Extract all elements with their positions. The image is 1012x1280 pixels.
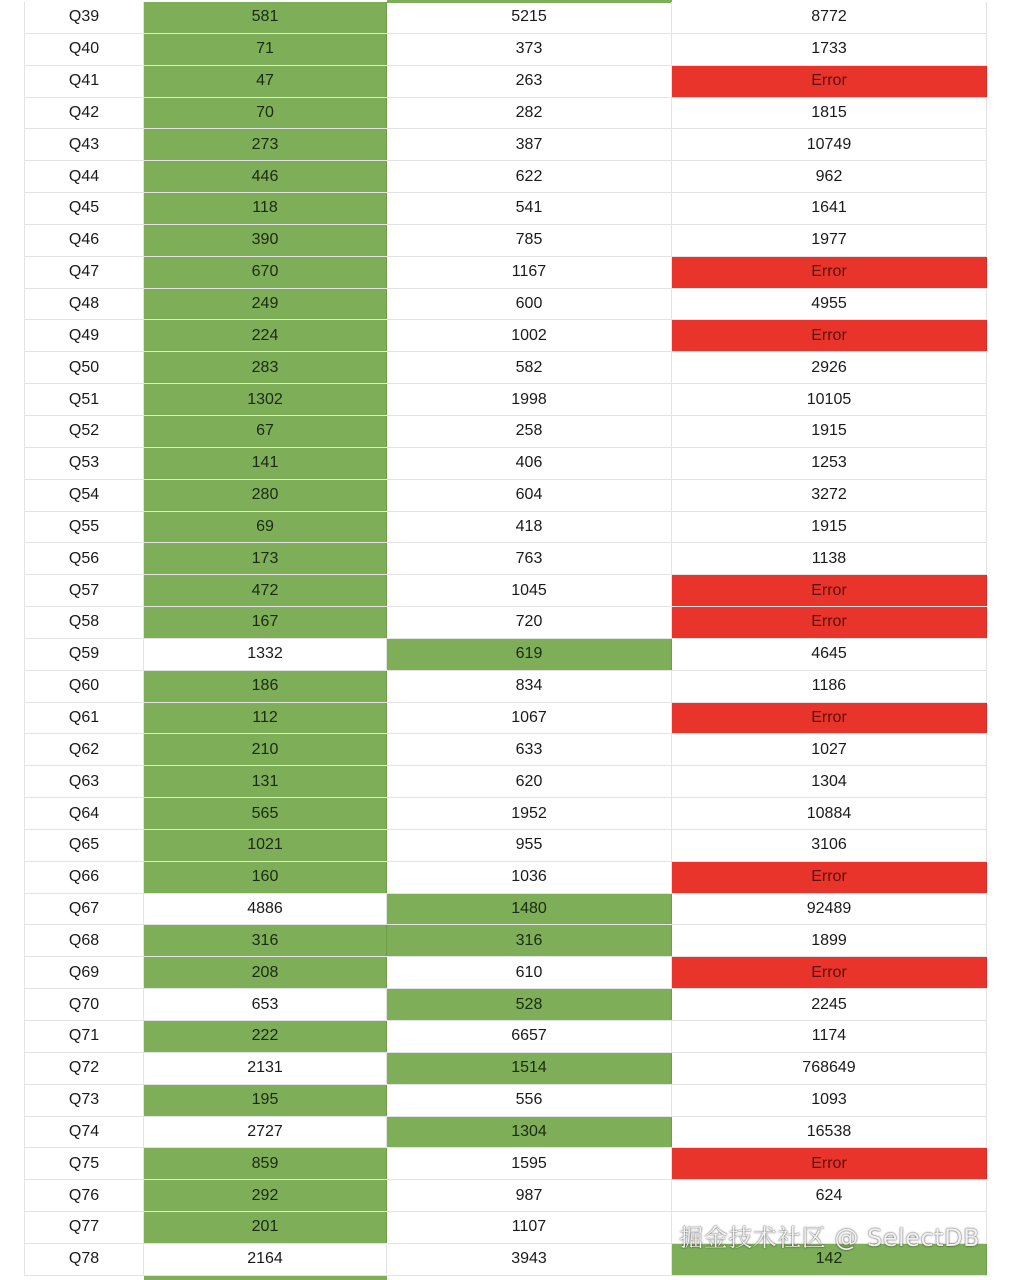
value-cell-col1[interactable]: 208 [144,957,387,988]
value-cell-col2[interactable]: 1067 [387,703,672,734]
value-cell-col3[interactable]: 1253 [672,448,987,479]
table-row [24,639,987,671]
query-id-cell[interactable]: Q55 [24,512,144,543]
value-cell-col2[interactable]: 541 [387,193,672,224]
table-row [24,320,987,352]
value-cell-col3[interactable]: Error [672,1148,987,1179]
value-cell-col1[interactable]: 2164 [144,1244,387,1275]
value-cell-col3[interactable]: Error [672,957,987,988]
value-cell-col2[interactable]: 3943 [387,1244,672,1275]
value-cell-col3[interactable]: 1027 [672,734,987,765]
table-row [24,894,987,926]
value-cell-col1[interactable]: 2131 [144,1053,387,1084]
query-id-cell[interactable]: Q52 [24,416,144,447]
table-row [24,1021,987,1053]
value-cell-col3[interactable]: 1138 [672,543,987,574]
query-id-cell[interactable]: Q39 [24,2,144,33]
value-cell-col2[interactable]: 5215 [387,2,672,33]
value-cell-col3[interactable]: 624 [672,1180,987,1211]
query-id-cell[interactable]: Q73 [24,1085,144,1116]
value-cell-col2[interactable]: 556 [387,1085,672,1116]
value-cell-col1[interactable]: 316 [144,925,387,956]
value-cell-col3[interactable]: 1915 [672,512,987,543]
table-row [24,161,987,193]
value-cell-col1[interactable]: 47 [144,66,387,97]
value-cell-col1[interactable]: 273 [144,129,387,160]
value-cell-col3[interactable]: Error [672,257,987,288]
value-cell-col2[interactable]: 1304 [387,1117,672,1148]
value-cell-col1[interactable]: 565 [144,798,387,829]
value-cell-col3[interactable]: Error [672,320,987,351]
value-cell-col3[interactable]: 1641 [672,193,987,224]
value-cell-col2[interactable]: 282 [387,98,672,129]
query-id-cell[interactable]: Q67 [24,894,144,925]
value-cell-col3[interactable]: 10749 [672,129,987,160]
table-row [24,575,987,607]
query-id-cell[interactable]: Q68 [24,925,144,956]
value-cell-col3[interactable]: 3272 [672,480,987,511]
query-id-cell[interactable]: Q46 [24,225,144,256]
value-cell-col2[interactable]: 528 [387,989,672,1020]
table-row [24,193,987,225]
value-cell-col3[interactable]: 962 [672,161,987,192]
table-row [24,1085,987,1117]
value-cell-col1[interactable]: 195 [144,1085,387,1116]
value-cell-col3[interactable]: Error [672,66,987,97]
table-row [24,734,987,766]
table-row [24,543,987,575]
query-id-cell[interactable]: Q48 [24,289,144,320]
query-id-cell[interactable]: Q64 [24,798,144,829]
query-id-cell[interactable]: Q54 [24,480,144,511]
value-cell-col2[interactable]: 1998 [387,384,672,415]
table-row [24,1180,987,1212]
table-row [24,34,987,66]
value-cell-col2[interactable]: 622 [387,161,672,192]
value-cell-col3[interactable]: 2926 [672,352,987,383]
value-cell-col2[interactable]: 582 [387,352,672,383]
value-cell-col2[interactable]: 1167 [387,257,672,288]
value-cell-col2[interactable]: 955 [387,830,672,861]
value-cell-col2[interactable]: 610 [387,957,672,988]
table-row [24,1148,987,1180]
table-row [24,798,987,830]
value-cell-col2[interactable]: 6657 [387,1021,672,1052]
value-cell-col2[interactable]: 633 [387,734,672,765]
value-cell-col3[interactable]: 768649 [672,1053,987,1084]
value-cell-col2[interactable]: 373 [387,34,672,65]
value-cell-col3[interactable]: 8772 [672,2,987,33]
value-cell-col2[interactable]: 1595 [387,1148,672,1179]
value-cell-col1[interactable]: 4886 [144,894,387,925]
value-cell-col1[interactable]: 131 [144,766,387,797]
value-cell-col2[interactable]: 1002 [387,320,672,351]
value-cell-col3[interactable]: 1899 [672,925,987,956]
query-id-cell[interactable]: Q75 [24,1148,144,1179]
table-row [24,703,987,735]
value-cell-col3[interactable]: Error [672,862,987,893]
query-id-cell[interactable]: Q49 [24,320,144,351]
spreadsheet-table [24,2,987,1276]
table-row [24,129,987,161]
value-cell-col1[interactable]: 1021 [144,830,387,861]
query-id-cell[interactable]: Q66 [24,862,144,893]
value-cell-col1[interactable]: 173 [144,543,387,574]
value-cell-col3[interactable]: 2245 [672,989,987,1020]
query-id-cell[interactable]: Q44 [24,161,144,192]
value-cell-col2[interactable]: 834 [387,671,672,702]
value-cell-col3[interactable]: 1733 [672,34,987,65]
value-cell-col2[interactable]: 263 [387,66,672,97]
value-cell-col1[interactable]: 1302 [144,384,387,415]
value-cell-col1[interactable]: 201 [144,1212,387,1243]
table-row [24,2,987,34]
query-id-cell[interactable]: Q43 [24,129,144,160]
value-cell-col1[interactable]: 2727 [144,1117,387,1148]
value-cell-col3[interactable]: Error [672,703,987,734]
value-cell-col1[interactable]: 69 [144,512,387,543]
value-cell-col3[interactable]: 1977 [672,225,987,256]
table-row [24,512,987,544]
query-id-cell[interactable]: Q77 [24,1212,144,1243]
query-id-cell[interactable]: Q41 [24,66,144,97]
table-row [24,766,987,798]
query-id-cell[interactable]: Q42 [24,98,144,129]
value-cell-col3[interactable]: Error [672,575,987,606]
value-cell-col1[interactable]: 446 [144,161,387,192]
value-cell-col1[interactable]: 283 [144,352,387,383]
query-id-cell[interactable]: Q53 [24,448,144,479]
query-id-cell[interactable]: Q69 [24,957,144,988]
query-id-cell[interactable]: Q76 [24,1180,144,1211]
query-id-cell[interactable]: Q45 [24,193,144,224]
value-cell-col1[interactable]: 167 [144,607,387,638]
value-cell-col1[interactable]: 249 [144,289,387,320]
value-cell-col1[interactable]: 292 [144,1180,387,1211]
value-cell-col1[interactable]: 118 [144,193,387,224]
query-id-cell[interactable]: Q50 [24,352,144,383]
value-cell-col3[interactable]: 1304 [672,766,987,797]
value-cell-col1[interactable]: 222 [144,1021,387,1052]
value-cell-col1[interactable]: 1332 [144,639,387,670]
value-cell-col1[interactable]: 186 [144,671,387,702]
query-id-cell[interactable]: Q57 [24,575,144,606]
value-cell-col2[interactable]: 720 [387,607,672,638]
value-cell-col1[interactable]: 859 [144,1148,387,1179]
value-cell-col2[interactable]: 987 [387,1180,672,1211]
value-cell-col3[interactable]: 4955 [672,289,987,320]
query-id-cell[interactable]: Q62 [24,734,144,765]
table-row [24,352,987,384]
value-cell-col1[interactable]: 70 [144,98,387,129]
value-cell-col2[interactable]: 619 [387,639,672,670]
value-cell-col2[interactable]: 1480 [387,894,672,925]
table-row [24,862,987,894]
value-cell-col1[interactable]: 390 [144,225,387,256]
table-row [24,607,987,639]
value-cell-col2[interactable]: 258 [387,416,672,447]
value-cell-col1[interactable]: 141 [144,448,387,479]
value-cell-col3[interactable]: 16538 [672,1117,987,1148]
query-id-cell[interactable]: Q65 [24,830,144,861]
value-cell-col3[interactable]: 1174 [672,1021,987,1052]
table-row [24,925,987,957]
value-cell-col1[interactable]: 653 [144,989,387,1020]
table-row [24,1053,987,1085]
table-row [24,225,987,257]
table-row [24,671,987,703]
value-cell-col2[interactable]: 600 [387,289,672,320]
value-cell-col3[interactable]: 1815 [672,98,987,129]
query-id-cell[interactable]: Q61 [24,703,144,734]
value-cell-col2[interactable]: 604 [387,480,672,511]
value-cell-col3[interactable]: 10105 [672,384,987,415]
table-row [24,416,987,448]
query-id-cell[interactable]: Q58 [24,607,144,638]
value-cell-col1[interactable]: 71 [144,34,387,65]
value-cell-col3[interactable]: Error [672,607,987,638]
value-cell-col1[interactable]: 67 [144,416,387,447]
value-cell-col1[interactable]: 210 [144,734,387,765]
value-cell-col2[interactable]: 418 [387,512,672,543]
table-row [24,257,987,289]
value-cell-col1[interactable]: 280 [144,480,387,511]
table-row [24,957,987,989]
value-cell-col1[interactable]: 224 [144,320,387,351]
value-cell-col3[interactable]: 1186 [672,671,987,702]
query-id-cell[interactable]: Q63 [24,766,144,797]
table-row [24,1117,987,1149]
query-id-cell[interactable]: Q56 [24,543,144,574]
value-cell-col3[interactable]: 4645 [672,639,987,670]
watermark: 掘金技术社区 @ SelectDB [679,1224,980,1252]
value-cell-col2[interactable]: 1107 [387,1212,672,1243]
bottom-green-strip [144,1276,387,1280]
query-id-cell[interactable]: Q78 [24,1244,144,1275]
value-cell-col3[interactable]: 1093 [672,1085,987,1116]
value-cell-col3[interactable]: 92489 [672,894,987,925]
value-cell-col3[interactable]: 3106 [672,830,987,861]
query-id-cell[interactable]: Q72 [24,1053,144,1084]
value-cell-col2[interactable]: 1514 [387,1053,672,1084]
value-cell-col3[interactable]: 142 [672,1244,987,1275]
query-id-cell[interactable]: Q59 [24,639,144,670]
value-cell-col3[interactable]: 1915 [672,416,987,447]
value-cell-col2[interactable]: 316 [387,925,672,956]
value-cell-col1[interactable]: 581 [144,2,387,33]
value-cell-col2[interactable]: 1036 [387,862,672,893]
value-cell-col1[interactable]: 472 [144,575,387,606]
query-id-cell[interactable]: Q40 [24,34,144,65]
value-cell-col1[interactable]: 112 [144,703,387,734]
table-row [24,98,987,130]
query-id-cell[interactable]: Q70 [24,989,144,1020]
value-cell-col2[interactable]: 387 [387,129,672,160]
table-row [24,989,987,1021]
value-cell-col2[interactable]: 763 [387,543,672,574]
value-cell-col3[interactable]: 10884 [672,798,987,829]
query-id-cell[interactable]: Q74 [24,1117,144,1148]
value-cell-col1[interactable]: 670 [144,257,387,288]
value-cell-col2[interactable]: 785 [387,225,672,256]
table-row [24,384,987,416]
value-cell-col2[interactable]: 1045 [387,575,672,606]
table-row [24,480,987,512]
query-id-cell[interactable]: Q60 [24,671,144,702]
value-cell-col2[interactable]: 1952 [387,798,672,829]
value-cell-col1[interactable]: 160 [144,862,387,893]
table-row [24,66,987,98]
query-id-cell[interactable]: Q51 [24,384,144,415]
value-cell-col2[interactable]: 406 [387,448,672,479]
value-cell-col2[interactable]: 620 [387,766,672,797]
table-row [24,448,987,480]
query-id-cell[interactable]: Q71 [24,1021,144,1052]
table-row [24,830,987,862]
table-row [24,289,987,321]
query-id-cell[interactable]: Q47 [24,257,144,288]
